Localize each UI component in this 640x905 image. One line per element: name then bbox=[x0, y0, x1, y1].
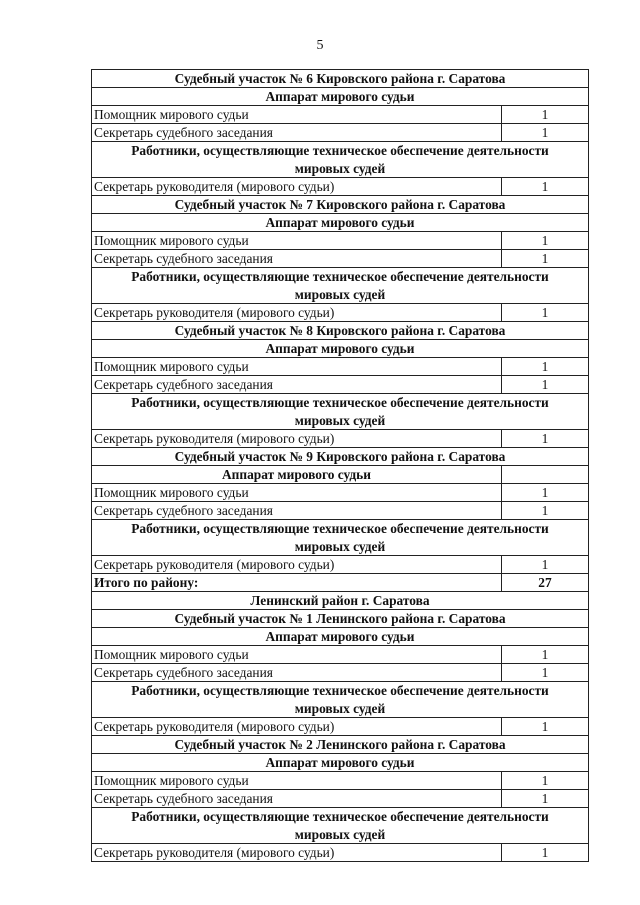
position-count: 1 bbox=[502, 106, 589, 124]
position-count: 1 bbox=[502, 718, 589, 736]
position-row bbox=[92, 358, 589, 376]
technical-staff-header-row bbox=[92, 268, 589, 304]
header-line-2: мировых судей bbox=[294, 412, 386, 428]
position-count: 1 bbox=[502, 556, 589, 574]
section-header-row bbox=[92, 628, 589, 646]
position-name: Помощник мирового судьи bbox=[92, 232, 502, 250]
technical-staff-header-row bbox=[92, 394, 589, 430]
position-name: Секретарь судебного заседания bbox=[92, 790, 502, 808]
position-row bbox=[92, 124, 589, 142]
page-number: 5 bbox=[316, 38, 324, 53]
technical-staff-header-row bbox=[92, 520, 589, 556]
section-header-row bbox=[92, 610, 589, 628]
section-header: Аппарат мирового судьи bbox=[92, 340, 589, 358]
position-count: 1 bbox=[502, 178, 589, 196]
section-header: Аппарат мирового судьи bbox=[92, 466, 502, 484]
header-line-2: мировых судей bbox=[294, 700, 386, 716]
position-name: Секретарь руководителя (мирового судьи) bbox=[92, 718, 502, 736]
technical-staff-header bbox=[92, 142, 589, 178]
position-row bbox=[92, 304, 589, 322]
position-name: Помощник мирового судьи bbox=[92, 106, 502, 124]
section-header-row bbox=[92, 70, 589, 88]
position-count: 1 bbox=[502, 124, 589, 142]
position-row bbox=[92, 664, 589, 682]
position-count: 1 bbox=[502, 484, 589, 502]
position-count: 1 bbox=[502, 250, 589, 268]
section-header-row bbox=[92, 340, 589, 358]
position-row bbox=[92, 556, 589, 574]
staff-table-body bbox=[92, 70, 589, 862]
header-line-1: Работники, осуществляющие техническое обеспечение деятельности bbox=[131, 395, 549, 410]
district-total-label: Итого по району: bbox=[92, 574, 502, 592]
district-total-row bbox=[92, 574, 589, 592]
section-header: Судебный участок № 9 Кировского района г. Саратова bbox=[92, 448, 589, 466]
header-line-1: Работники, осуществляющие техническое обеспечение деятельности bbox=[131, 521, 549, 536]
position-name: Секретарь судебного заседания bbox=[92, 250, 502, 268]
position-row bbox=[92, 790, 589, 808]
staff-table bbox=[91, 69, 589, 862]
position-name: Секретарь руководителя (мирового судьи) bbox=[92, 304, 502, 322]
section-header-row bbox=[92, 592, 589, 610]
technical-staff-header bbox=[92, 268, 589, 304]
position-count: 1 bbox=[502, 376, 589, 394]
position-name: Помощник мирового судьи bbox=[92, 646, 502, 664]
position-name: Секретарь судебного заседания bbox=[92, 502, 502, 520]
section-header: Судебный участок № 7 Кировского района г. Саратова bbox=[92, 196, 589, 214]
position-row bbox=[92, 718, 589, 736]
section-header-row bbox=[92, 466, 589, 484]
position-count: 1 bbox=[502, 664, 589, 682]
position-count: 1 bbox=[502, 790, 589, 808]
section-header: Судебный участок № 8 Кировского района г. Саратова bbox=[92, 322, 589, 340]
position-name: Секретарь судебного заседания bbox=[92, 124, 502, 142]
section-header-row bbox=[92, 754, 589, 772]
position-count: 1 bbox=[502, 502, 589, 520]
position-row bbox=[92, 646, 589, 664]
position-row bbox=[92, 430, 589, 448]
technical-staff-header bbox=[92, 682, 589, 718]
section-header-row bbox=[92, 448, 589, 466]
header-line-1: Работники, осуществляющие техническое обеспечение деятельности bbox=[131, 269, 549, 284]
position-row bbox=[92, 376, 589, 394]
technical-staff-header-row bbox=[92, 142, 589, 178]
header-line-1: Работники, осуществляющие техническое обеспечение деятельности bbox=[131, 809, 549, 824]
section-header: Судебный участок № 6 Кировского района г. Саратова bbox=[92, 70, 589, 88]
position-count: 1 bbox=[502, 358, 589, 376]
position-count: 1 bbox=[502, 430, 589, 448]
section-header: Ленинский район г. Саратова bbox=[92, 592, 589, 610]
section-header-row bbox=[92, 736, 589, 754]
position-row bbox=[92, 844, 589, 862]
header-line-2: мировых судей bbox=[294, 286, 386, 302]
technical-staff-header bbox=[92, 808, 589, 844]
header-line-2: мировых судей bbox=[294, 826, 386, 842]
position-name: Секретарь судебного заседания bbox=[92, 376, 502, 394]
header-line-1: Работники, осуществляющие техническое обеспечение деятельности bbox=[131, 683, 549, 698]
position-name: Секретарь руководителя (мирового судьи) bbox=[92, 844, 502, 862]
position-row bbox=[92, 232, 589, 250]
empty-cell bbox=[502, 466, 589, 484]
position-row bbox=[92, 484, 589, 502]
position-row bbox=[92, 250, 589, 268]
section-header-row bbox=[92, 214, 589, 232]
section-header: Аппарат мирового судьи bbox=[92, 88, 589, 106]
section-header-row bbox=[92, 322, 589, 340]
position-row bbox=[92, 772, 589, 790]
section-header: Аппарат мирового судьи bbox=[92, 214, 589, 232]
technical-staff-header bbox=[92, 394, 589, 430]
section-header: Аппарат мирового судьи bbox=[92, 754, 589, 772]
position-name: Секретарь руководителя (мирового судьи) bbox=[92, 556, 502, 574]
technical-staff-header-row bbox=[92, 808, 589, 844]
position-count: 1 bbox=[502, 772, 589, 790]
header-line-2: мировых судей bbox=[294, 160, 386, 176]
section-header-row bbox=[92, 88, 589, 106]
section-header: Аппарат мирового судьи bbox=[92, 628, 589, 646]
position-name: Помощник мирового судьи bbox=[92, 358, 502, 376]
position-count: 1 bbox=[502, 304, 589, 322]
position-row bbox=[92, 178, 589, 196]
position-count: 1 bbox=[502, 646, 589, 664]
district-total-value: 27 bbox=[502, 574, 589, 592]
position-count: 1 bbox=[502, 844, 589, 862]
position-name: Секретарь руководителя (мирового судьи) bbox=[92, 178, 502, 196]
section-header-row bbox=[92, 196, 589, 214]
position-name: Секретарь судебного заседания bbox=[92, 664, 502, 682]
position-name: Помощник мирового судьи bbox=[92, 772, 502, 790]
header-line-1: Работники, осуществляющие техническое обеспечение деятельности bbox=[131, 143, 549, 158]
position-row bbox=[92, 502, 589, 520]
position-row bbox=[92, 106, 589, 124]
section-header: Судебный участок № 1 Ленинского района г. Саратова bbox=[92, 610, 589, 628]
position-name: Секретарь руководителя (мирового судьи) bbox=[92, 430, 502, 448]
position-name: Помощник мирового судьи bbox=[92, 484, 502, 502]
section-header: Судебный участок № 2 Ленинского района г. Саратова bbox=[92, 736, 589, 754]
header-line-2: мировых судей bbox=[294, 538, 386, 554]
position-count: 1 bbox=[502, 232, 589, 250]
technical-staff-header bbox=[92, 520, 589, 556]
technical-staff-header-row bbox=[92, 682, 589, 718]
